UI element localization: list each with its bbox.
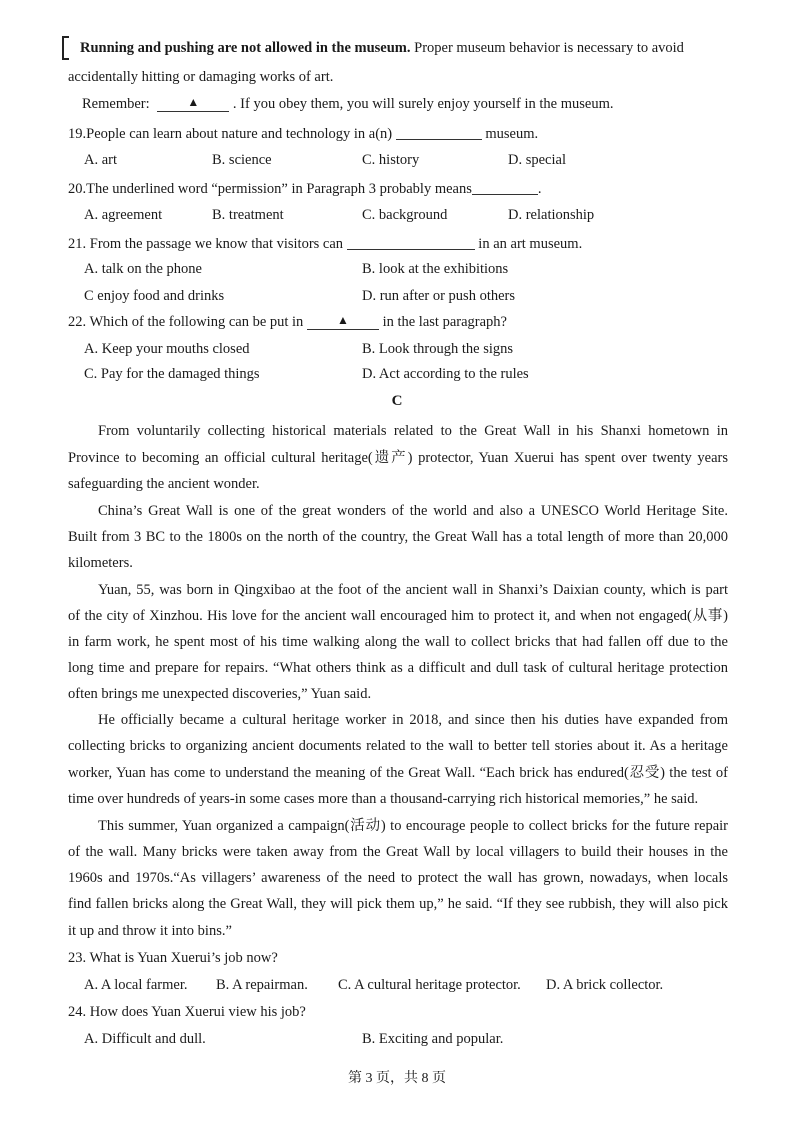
passage-p2-line-3: kilometers. bbox=[68, 555, 133, 571]
museum-rule-text: Proper museum behavior is necessary to avoid bbox=[414, 40, 684, 56]
question-24-option-a[interactable]: A. Difficult and dull. bbox=[84, 1031, 206, 1047]
passage-p1-line-1: From voluntarily collecting historical materials related to the Great Wall in his Shanxi hometown in bbox=[98, 423, 728, 439]
passage-p4-line-4: time over hundreds of years-in some cases more than a thousand-carrying rich historical memories,” he said. bbox=[68, 791, 699, 807]
question-20-blank[interactable] bbox=[472, 180, 538, 195]
question-20-option-b[interactable]: B. treatment bbox=[212, 207, 284, 223]
passage-p2-line-1: China’s Great Wall is one of the great wonders of the world and also a UNESCO World Heritage Site. bbox=[98, 503, 728, 519]
question-23-option-d[interactable]: D. A brick collector. bbox=[546, 977, 664, 993]
question-19-option-b[interactable]: B. science bbox=[212, 152, 272, 168]
passage-p3-line-5: often brings me unexpected discoveries,” Yuan said. bbox=[68, 686, 372, 702]
bracket-mark bbox=[62, 36, 69, 60]
question-21-blank[interactable] bbox=[347, 235, 475, 250]
question-22-blank[interactable]: ▲ bbox=[307, 315, 379, 330]
question-19-option-d[interactable]: D. special bbox=[508, 152, 566, 168]
question-22-option-c[interactable]: C. Pay for the damaged things bbox=[84, 366, 260, 382]
question-19-stem: 19.People can learn about nature and technology in a(n) museum. bbox=[68, 126, 539, 142]
question-20-option-c[interactable]: C. background bbox=[362, 207, 448, 223]
question-19-option-c[interactable]: C. history bbox=[362, 152, 420, 168]
passage-p4-line-2: collecting bricks to organizing ancient documents related to the wall to better tell stories about it. As a heritage bbox=[68, 738, 728, 754]
museum-rule-line bbox=[80, 39, 728, 57]
question-24-option-b[interactable]: B. Exciting and popular. bbox=[362, 1031, 504, 1047]
passage-p5-line-3: 1960s and 1970s.“As villagers’ awareness of the need to protect the wall has grown, nowadays, when locals bbox=[68, 870, 728, 886]
question-21-option-d[interactable]: D. run after or push others bbox=[362, 288, 516, 304]
page-number-footer: 第 3 页，共 8 页 bbox=[348, 1071, 446, 1086]
question-23-option-c[interactable]: C. A cultural heritage protector. bbox=[338, 977, 521, 993]
remember-text: . If you obey them, you will surely enjoy yourself in the museum. bbox=[232, 96, 614, 112]
remember-blank[interactable]: ▲ bbox=[157, 97, 229, 112]
passage-p3-line-3: in farm work, he spent most of his time walking along the wall to collect bricks that had fallen off due to the bbox=[68, 634, 728, 650]
passage-p1-line-3: safeguarding the ancient wonder. bbox=[68, 476, 260, 492]
museum-rule-bold: Running and pushing are not allowed in the museum. bbox=[80, 40, 411, 56]
passage-p5-line-1: This summer, Yuan organized a campaign(活动) to encourage people to collect bricks for the future repair bbox=[98, 818, 728, 834]
question-22-option-b[interactable]: B. Look through the signs bbox=[362, 341, 514, 357]
passage-p5-line-5: it up and throw it into bins.” bbox=[68, 923, 232, 939]
passage-p2-line-2: Built from 3 BC to the 1800s on the north of the country, the Great Wall has a total length of more than 20,000 bbox=[68, 529, 728, 545]
question-24-stem: 24. How does Yuan Xuerui view his job? bbox=[68, 1004, 306, 1020]
passage-p3-line-4: long time and prepare for repairs. “What others think as a difficult and dull task of cultural heritage protection bbox=[68, 660, 728, 676]
passage-p5-line-4: find fallen bricks along the Great Wall, they will pick them up,” he said. “If they see rubbish, they will also pick bbox=[68, 896, 728, 912]
question-23-option-a[interactable]: A. A local farmer. bbox=[84, 977, 188, 993]
passage-p5-line-2: of the wall. Many bricks were taken away from the Great Wall by local villagers to build their houses in the bbox=[68, 844, 728, 860]
question-22-stem: 22. Which of the following can be put in ▲ in the last paragraph? bbox=[68, 313, 507, 330]
passage-p3-line-2: of the city of Xinzhou. His love for the ancient wall encouraged him to protect it, and when not engaged(从事) bbox=[68, 608, 728, 624]
question-22-option-a[interactable]: A. Keep your mouths closed bbox=[84, 341, 250, 357]
question-20-stem: 20.The underlined word “permission” in Paragraph 3 probably means . bbox=[68, 181, 542, 197]
question-23-stem: 23. What is Yuan Xuerui’s job now? bbox=[68, 950, 278, 966]
remember-label: Remember: bbox=[82, 96, 150, 112]
section-c-heading: C bbox=[391, 393, 403, 409]
question-21-stem: 21. From the passage we know that visitors can in an art museum. bbox=[68, 236, 583, 252]
question-22-option-d[interactable]: D. Act according to the rules bbox=[362, 366, 529, 382]
question-21-option-c[interactable]: C enjoy food and drinks bbox=[84, 288, 225, 304]
remember-line bbox=[82, 95, 742, 113]
passage-p1-line-2: Province to becoming an official cultural heritage(遗产) protector, Yuan Xuerui has spent over twenty years bbox=[68, 450, 728, 466]
question-21-option-a[interactable]: A. talk on the phone bbox=[84, 261, 202, 277]
question-20-option-d[interactable]: D. relationship bbox=[508, 207, 595, 223]
question-23-option-b[interactable]: B. A repairman. bbox=[216, 977, 308, 993]
passage-p3-line-1: Yuan, 55, was born in Qingxibao at the foot of the ancient wall in Shanxi’s Daixian county, which is part bbox=[98, 582, 728, 598]
museum-rule-line-2: accidentally hitting or damaging works of art. bbox=[68, 69, 334, 85]
question-20-option-a[interactable]: A. agreement bbox=[84, 207, 163, 223]
question-19-blank[interactable] bbox=[396, 125, 482, 140]
passage-p4-line-3: worker, Yuan has come to understand the meaning of the Great Wall. “Each brick has endured(忍受) the test of bbox=[68, 765, 728, 781]
passage-p4-line-1: He officially became a cultural heritage worker in 2018, and since then his duties have expanded from bbox=[98, 712, 728, 728]
question-21-option-b[interactable]: B. look at the exhibitions bbox=[362, 261, 509, 277]
question-19-option-a[interactable]: A. art bbox=[84, 152, 118, 168]
